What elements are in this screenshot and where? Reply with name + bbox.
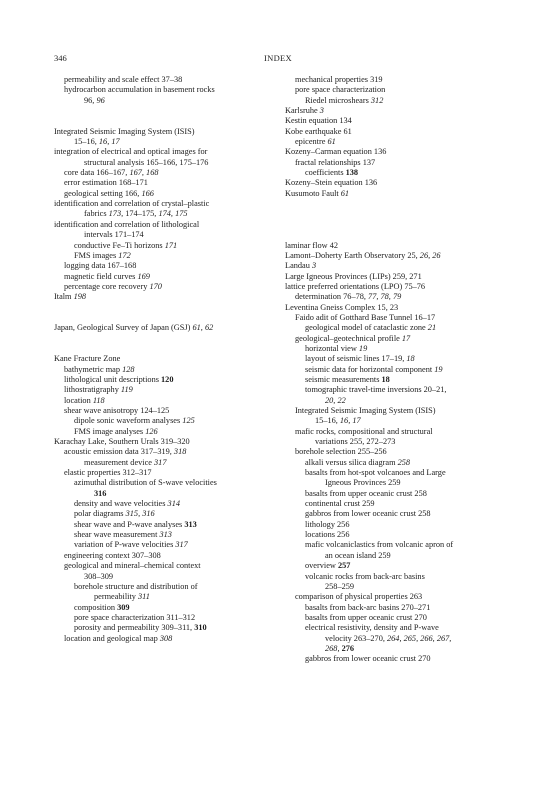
index-entry (285, 85, 505, 95)
index-entry (54, 209, 274, 219)
index-entry (285, 334, 505, 344)
index-entry (285, 272, 505, 282)
table-page-ref: 316 (94, 488, 107, 498)
index-entry (285, 603, 505, 613)
index-entry (54, 540, 274, 550)
index-entry (285, 365, 505, 375)
entry-text: , (107, 137, 112, 147)
entry-text: Japan, Geological Survey of Japan (GSJ) (54, 323, 193, 333)
table-page-ref: 313 (184, 519, 197, 529)
figure-page-ref: 16 (339, 416, 349, 426)
figure-page-ref: 118 (92, 395, 105, 405)
entry-text: identification and correlation of crystal–plastic (54, 199, 210, 209)
index-entry (285, 416, 505, 426)
entry-text: volcanic rocks from back-arc basins (305, 571, 425, 581)
index-entry (54, 251, 274, 261)
figure-page-ref: 171 (164, 240, 178, 250)
figure-page-ref: 167 (129, 168, 142, 178)
entry-text: Leventina Gneiss Complex 15, 23 (285, 302, 399, 312)
index-entry (54, 489, 274, 499)
entry-text: , (138, 509, 143, 519)
index-entry (54, 520, 274, 530)
index-entry (285, 613, 505, 623)
entry-text: continental crust 259 (305, 499, 375, 509)
index-entry (54, 375, 274, 385)
entry-text: Integrated Seismic Imaging System (ISIS) (54, 126, 195, 136)
entry-text: bathymetric map (64, 364, 123, 374)
entry-text: fabrics (84, 209, 109, 219)
index-entry (285, 147, 505, 157)
figure-page-ref: 318 (173, 447, 187, 457)
table-page-ref: 120 (161, 374, 174, 384)
entry-text: seismic data for horizontal component (305, 364, 435, 374)
index-entry (285, 178, 505, 188)
index-entry (285, 241, 505, 251)
figure-page-ref: 16 (98, 137, 108, 147)
entry-text: , (399, 633, 404, 643)
entry-spacer (285, 230, 505, 240)
index-entry (54, 406, 274, 416)
entry-text: acoustic emission data 317–319, (64, 447, 174, 457)
entry-text: lattice preferred orientations (LPO) 75–76 (285, 281, 426, 291)
index-entry (285, 644, 505, 654)
entry-text: structural analysis 165–166, 175–176 (84, 157, 209, 167)
index-entry (285, 447, 505, 457)
entry-text: alkali versus silica diagram (305, 457, 398, 467)
entry-text: 15–16, (74, 137, 99, 147)
index-entry (54, 199, 274, 209)
index-entry (285, 323, 505, 333)
figure-page-ref: 267 (436, 633, 450, 643)
entry-text: lithostratigraphy (64, 385, 121, 395)
index-entry (285, 468, 505, 478)
entry-text: permeability (94, 592, 139, 602)
entry-text: , (388, 292, 393, 302)
index-entry (285, 572, 505, 582)
entry-text: , (428, 250, 433, 260)
entry-spacer (54, 344, 274, 354)
entry-text: variation of P-wave velocities (74, 540, 176, 550)
index-entry (285, 385, 505, 395)
table-page-ref: 18 (381, 374, 390, 384)
entry-text: coefficients (305, 168, 346, 178)
entry-text: Integrated Seismic Imaging System (ISIS) (295, 406, 436, 415)
entry-text: overview (305, 561, 338, 571)
entry-text: locations 256 (305, 530, 350, 540)
entry-text: 96, (84, 95, 97, 105)
entry-text: porosity and permeability 309–311, (74, 623, 195, 633)
entry-text: seismic measurements (305, 374, 382, 384)
entry-text: Riedel microshears (305, 95, 371, 105)
entry-text: , (200, 323, 205, 333)
index-entry (285, 478, 505, 488)
figure-page-ref: 258 (397, 457, 411, 467)
entry-text: Kusumoto Fault (285, 188, 341, 198)
entry-text: gabbros from lower oceanic crust 270 (305, 654, 431, 664)
entry-text: Karachay Lake, Southern Urals 319–320 (54, 437, 190, 447)
entry-text: variations 255, 272–273 (315, 437, 396, 447)
index-entry (285, 127, 505, 137)
index-entry (54, 427, 274, 437)
figure-page-ref: 119 (120, 385, 133, 395)
entry-text: electrical resistivity, density and P-wave (305, 623, 439, 633)
entry-text: shear wave anisotropy 124–125 (64, 406, 170, 415)
index-entry (285, 354, 505, 364)
index-entry (285, 520, 505, 530)
figure-page-ref: 78 (380, 292, 389, 302)
entry-text: density and wave velocities (74, 499, 168, 509)
entry-text: geological–geotechnical profile (295, 333, 402, 343)
figure-page-ref: 18 (406, 354, 415, 364)
figure-page-ref: 173 (108, 209, 122, 219)
index-entry (54, 478, 274, 488)
entry-text: borehole structure and distribution of (74, 581, 198, 591)
entry-text: determination 76–78, (295, 292, 369, 302)
entry-text: lithological unit descriptions (64, 374, 162, 384)
entry-spacer (285, 199, 505, 209)
index-entry (54, 75, 274, 85)
figure-page-ref: 308 (159, 633, 173, 643)
entry-spacer (285, 209, 505, 219)
index-entry (54, 551, 274, 561)
entry-text: velocity 263–270, (325, 633, 387, 643)
index-entry (285, 116, 505, 126)
figure-page-ref: 62 (204, 323, 214, 333)
entry-text: integration of electrical and optical images for (54, 147, 208, 157)
entry-text: Kozeny–Carman equation 136 (285, 147, 387, 157)
index-entry (54, 158, 274, 168)
index-entry (54, 634, 274, 644)
entry-text: , (449, 633, 452, 643)
index-entry (285, 261, 505, 271)
entry-text: laminar flow 42 (285, 240, 338, 250)
entry-spacer (285, 220, 505, 230)
index-column-left (54, 75, 274, 644)
page-header (0, 52, 556, 64)
entry-text: , (141, 168, 147, 178)
entry-text: identification and correlation of lithological (54, 219, 200, 229)
figure-page-ref: 312 (370, 95, 384, 105)
figure-page-ref: 166 (141, 188, 154, 198)
index-entry (54, 582, 274, 592)
entry-text: engineering context 307–308 (64, 550, 161, 560)
figure-page-ref: 17 (352, 416, 361, 426)
index-entry (285, 396, 505, 406)
entry-text: epicentre (295, 137, 328, 147)
figure-page-ref: 316 (142, 509, 155, 519)
index-entry (285, 623, 505, 633)
index-entry (54, 603, 274, 613)
index-entry (54, 168, 274, 178)
entry-text: , (337, 643, 342, 653)
index-entry (285, 551, 505, 561)
entry-spacer (54, 106, 274, 116)
figure-page-ref: 22 (337, 395, 346, 405)
index-entry (285, 582, 505, 592)
entry-text: basalts from upper oceanic crust 258 (305, 488, 427, 498)
entry-text: , (170, 209, 176, 219)
index-entry (54, 147, 274, 157)
index-entry (54, 613, 274, 623)
entry-text: lithology 256 (305, 519, 350, 529)
figure-page-ref: 17 (401, 333, 411, 343)
index-entry (285, 427, 505, 437)
entry-text: FMS images (74, 250, 119, 260)
entry-text: core data 166–167, (64, 168, 130, 178)
index-entry (54, 178, 274, 188)
entry-text: conductive Fe–Ti horizons (74, 240, 165, 250)
figure-page-ref: 198 (73, 292, 87, 302)
entry-text: magnetic field curves (64, 271, 138, 281)
entry-text: gabbros from lower oceanic crust 258 (305, 509, 431, 519)
entry-text: an ocean island 259 (325, 550, 391, 560)
index-entry (285, 499, 505, 509)
index-entry (285, 437, 505, 447)
entry-text: intervals 171–174 (84, 230, 144, 240)
entry-text: geological setting 166, (64, 188, 142, 198)
index-entry (54, 447, 274, 457)
index-entry (285, 137, 505, 147)
entry-spacer (54, 116, 274, 126)
index-entry (285, 458, 505, 468)
figure-page-ref: 61 (327, 137, 336, 147)
entry-text: measurement device (84, 457, 155, 467)
entry-text: Faido adit of Gotthard Base Tunnel 16–17 (295, 312, 436, 322)
index-entry (54, 437, 274, 447)
index-entry (285, 509, 505, 519)
entry-text: dipole sonic waveform analyses (74, 416, 183, 426)
entry-spacer (54, 334, 274, 344)
figure-page-ref: 21 (427, 323, 437, 333)
entry-text: horizontal view (305, 343, 359, 353)
index-entry (285, 292, 505, 302)
entry-text: FMS image analyses (74, 426, 146, 436)
table-page-ref: 309 (117, 602, 130, 612)
entry-text: , (416, 633, 421, 643)
entry-text: Igneous Provinces 259 (325, 478, 401, 488)
entry-spacer (54, 303, 274, 313)
index-entry (285, 375, 505, 385)
index-entry (285, 592, 505, 602)
index-entry (54, 623, 274, 633)
figure-page-ref: 79 (392, 292, 402, 302)
figure-page-ref: 3 (319, 106, 324, 116)
index-entry (285, 168, 505, 178)
entry-text: geological model of cataclastic zone (305, 323, 428, 333)
index-entry (285, 189, 505, 199)
index-entry (54, 509, 274, 519)
index-entry (285, 282, 505, 292)
index-entry (54, 468, 274, 478)
index-entry (54, 230, 274, 240)
index-entry (54, 416, 274, 426)
figure-page-ref: 125 (182, 416, 195, 426)
entry-text: comparison of physical properties 263 (295, 592, 423, 602)
index-entry (285, 406, 505, 416)
index-entry (54, 261, 274, 271)
entry-text: 308–309 (84, 571, 114, 581)
index-entry (54, 499, 274, 509)
entry-text: borehole selection 255–256 (295, 447, 387, 457)
entry-text: basalts from hot-spot volcanoes and Large (305, 468, 446, 478)
entry-text: permeability and scale effect 37–38 (64, 75, 183, 84)
figure-page-ref: 19 (358, 343, 368, 353)
index-entry (285, 303, 505, 313)
figure-page-ref: 313 (159, 530, 172, 540)
index-entry (285, 75, 505, 85)
index-entry (285, 654, 505, 664)
entry-text: shear wave measurement (74, 530, 160, 540)
index-entry (54, 385, 274, 395)
index-entry (285, 540, 505, 550)
entry-text: location and geological map (64, 633, 160, 643)
figure-page-ref: 26 (419, 250, 429, 260)
figure-page-ref: 264 (387, 633, 400, 643)
index-entry (285, 96, 505, 106)
entry-text: layout of seismic lines 17–19, (305, 354, 407, 364)
index-entry (54, 127, 274, 137)
figure-page-ref: 170 (149, 281, 162, 291)
entry-text: hydrocarbon accumulation in basement rocks (64, 85, 215, 95)
figure-page-ref: 61 (340, 188, 350, 198)
table-page-ref: 310 (194, 623, 207, 633)
table-page-ref: 257 (337, 561, 351, 571)
entry-spacer (54, 313, 274, 323)
figure-page-ref: 3 (311, 261, 317, 271)
entry-text: location (64, 395, 93, 405)
entry-text: elastic properties 312–317 (64, 468, 152, 478)
entry-text: , (376, 292, 381, 302)
entry-text: percentage core recovery (64, 281, 150, 291)
figure-page-ref: 317 (175, 540, 188, 550)
index-entry (54, 189, 274, 199)
index-entry (54, 137, 274, 147)
index-entry (54, 220, 274, 230)
figure-page-ref: 126 (145, 426, 158, 436)
running-head: INDEX (264, 53, 292, 63)
index-entry (54, 85, 274, 95)
figure-page-ref: 128 (122, 364, 135, 374)
entry-text: composition (74, 602, 118, 612)
entry-text: polar diagrams (74, 509, 126, 519)
index-entry (54, 96, 274, 106)
entry-text: , (333, 395, 338, 405)
figure-page-ref: 19 (434, 364, 443, 374)
index-entry (54, 292, 274, 302)
entry-text: , (348, 416, 353, 426)
entry-text: logging data 167–168 (64, 261, 137, 271)
figure-page-ref: 61 (192, 323, 201, 333)
figure-page-ref: 314 (167, 499, 180, 509)
entry-text: azimuthal distribution of S-wave velocities (74, 478, 217, 488)
figure-page-ref: 20 (325, 395, 334, 405)
page-number: 346 (54, 53, 67, 63)
index-entry (54, 323, 274, 333)
index-entry (285, 530, 505, 540)
entry-text: Karlsruhe (285, 106, 320, 116)
figure-page-ref: 265 (403, 633, 417, 643)
entry-text: Large Igneous Provinces (LIPs) 259, 271 (285, 271, 422, 281)
figure-page-ref: 268 (325, 643, 338, 653)
figure-page-ref: 175 (175, 209, 188, 219)
figure-page-ref: 77 (368, 292, 377, 302)
index-entry (285, 561, 505, 571)
entry-text: pore space characterization 311–312 (74, 612, 196, 622)
entry-text: fractal relationships 137 (295, 157, 376, 167)
entry-text: Kestin equation 134 (285, 116, 352, 126)
entry-text: Lamont–Doherty Earth Observatory 25, (285, 250, 420, 260)
figure-page-ref: 26 (432, 250, 441, 260)
table-page-ref: 138 (345, 168, 359, 178)
entry-text: , (432, 633, 437, 643)
entry-text: basalts from upper oceanic crust 270 (305, 612, 427, 622)
index-entry (54, 272, 274, 282)
entry-text: mafic volcaniclastics from volcanic apron of (305, 540, 454, 550)
index-entry (54, 561, 274, 571)
entry-text: Italm (54, 292, 74, 302)
entry-text: Kobe earthquake 61 (285, 126, 352, 136)
entry-text: 15–16, (315, 416, 340, 426)
index-entry (285, 251, 505, 261)
index-entry (54, 354, 274, 364)
index-entry (54, 530, 274, 540)
figure-page-ref: 315 (125, 509, 139, 519)
entry-text: Kozeny–Stein equation 136 (285, 178, 378, 188)
entry-text: error estimation 168–171 (64, 178, 148, 188)
figure-page-ref: 317 (154, 457, 167, 467)
figure-page-ref: 17 (111, 137, 120, 147)
entry-text: pore space characterization (295, 85, 386, 95)
index-entry (285, 489, 505, 499)
entry-text: geological and mineral–chemical context (64, 561, 201, 571)
index-entry (285, 106, 505, 116)
entry-text: Kane Fracture Zone (54, 354, 121, 364)
index-entry (54, 282, 274, 292)
index-entry (54, 365, 274, 375)
figure-page-ref: 169 (137, 271, 150, 281)
entry-text: Landau (285, 261, 312, 271)
index-entry (54, 592, 274, 602)
entry-text: mafic rocks, compositional and structural (295, 426, 433, 436)
index-column-right (285, 75, 505, 665)
index-entry (54, 458, 274, 468)
index-entry (54, 241, 274, 251)
figure-page-ref: 266 (420, 633, 433, 643)
index-entry (54, 396, 274, 406)
entry-text: basalts from back-arc basins 270–271 (305, 602, 431, 612)
index-entry (285, 344, 505, 354)
figure-page-ref: 174 (158, 209, 171, 219)
index-entry (285, 634, 505, 644)
index-entry (285, 313, 505, 323)
index-entry (285, 158, 505, 168)
entry-text: shear wave and P-wave analyses (74, 519, 185, 529)
entry-text: mechanical properties 319 (295, 75, 383, 84)
figure-page-ref: 311 (138, 592, 150, 602)
entry-text: 258–259 (325, 581, 355, 591)
figure-page-ref: 172 (118, 250, 131, 260)
figure-page-ref: 168 (146, 168, 159, 178)
figure-page-ref: 96 (96, 95, 105, 105)
entry-text: , 174–175, (121, 209, 159, 219)
entry-text: tomographic travel-time inversions 20–21, (305, 385, 447, 395)
index-entry (54, 572, 274, 582)
table-page-ref: 276 (341, 643, 355, 653)
